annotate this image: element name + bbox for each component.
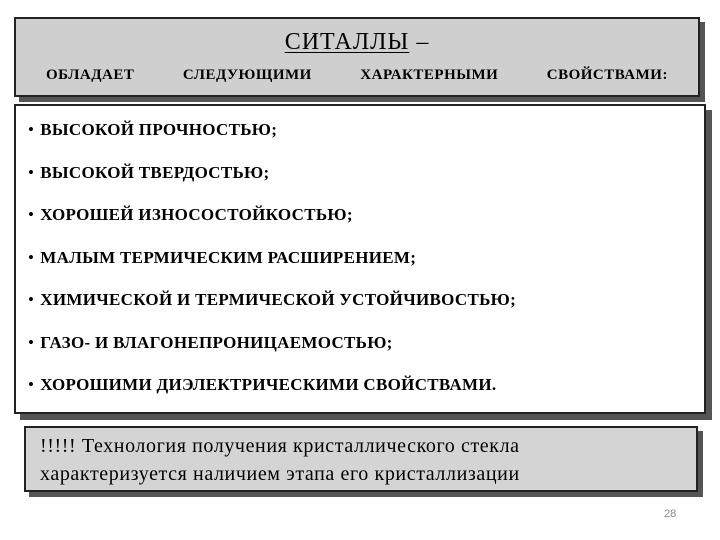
note-box: [24, 426, 698, 492]
list-item: [28, 249, 516, 292]
list-item: [28, 206, 516, 249]
list-item: [28, 334, 516, 377]
list-item: [28, 121, 516, 164]
list-item-text: ВЫСОКОЙ ТВЕРДОСТЬЮ;: [40, 162, 270, 182]
bullet-icon: •: [28, 162, 35, 182]
list-item: [28, 376, 516, 419]
list-item-text: МАЛЫМ ТЕРМИЧЕСКИМ РАСШИРЕНИЕМ;: [40, 247, 417, 267]
properties-box: [14, 104, 706, 414]
bullet-icon: •: [28, 290, 35, 309]
list-item-text: ГАЗО- И ВЛАГОНЕПРОНИЦАЕМОСТЬЮ;: [40, 332, 393, 352]
list-item-text: ХОРОШИМИ ДИЭЛЕКТРИЧЕСКИМИ СВОЙСТВАМИ.: [40, 375, 497, 394]
list-item: [28, 164, 516, 207]
subtitle-word: ОБЛАДАЕТ: [46, 67, 135, 83]
list-item-text: ХОРОШЕЙ ИЗНОСОСТОЙКОСТЬЮ;: [40, 205, 353, 224]
bullet-icon: •: [28, 205, 35, 224]
subtitle-word: СВОЙСТВАМИ:: [546, 67, 668, 83]
subtitle-word: ХАРАКТЕРНЫМИ: [360, 67, 499, 83]
list-item: [28, 291, 516, 334]
page-number: 28: [664, 508, 677, 520]
note-line-2: характеризуется наличием этапа его кристаллизации: [40, 463, 520, 485]
title-text: СИТАЛЛЫ: [284, 29, 410, 55]
title-dash: –: [416, 29, 430, 55]
bullet-icon: •: [28, 332, 35, 352]
list-item-text: ВЫСОКОЙ ПРОЧНОСТЬЮ;: [40, 120, 278, 139]
bullet-icon: •: [28, 375, 35, 394]
title-box: [14, 17, 700, 97]
note-line-1: !!!!! Технология получения кристаллического стекла: [40, 435, 520, 457]
subtitle-word: СЛЕДУЮЩИМИ: [182, 67, 312, 83]
slide-subtitle: [46, 67, 668, 84]
bullet-icon: •: [28, 247, 35, 267]
properties-list: [28, 121, 516, 419]
bullet-icon: •: [28, 120, 35, 139]
list-item-text: ХИМИЧЕСКОЙ И ТЕРМИЧЕСКОЙ УСТОЙЧИВОСТЬЮ;: [40, 290, 517, 309]
slide-title: [16, 29, 698, 56]
